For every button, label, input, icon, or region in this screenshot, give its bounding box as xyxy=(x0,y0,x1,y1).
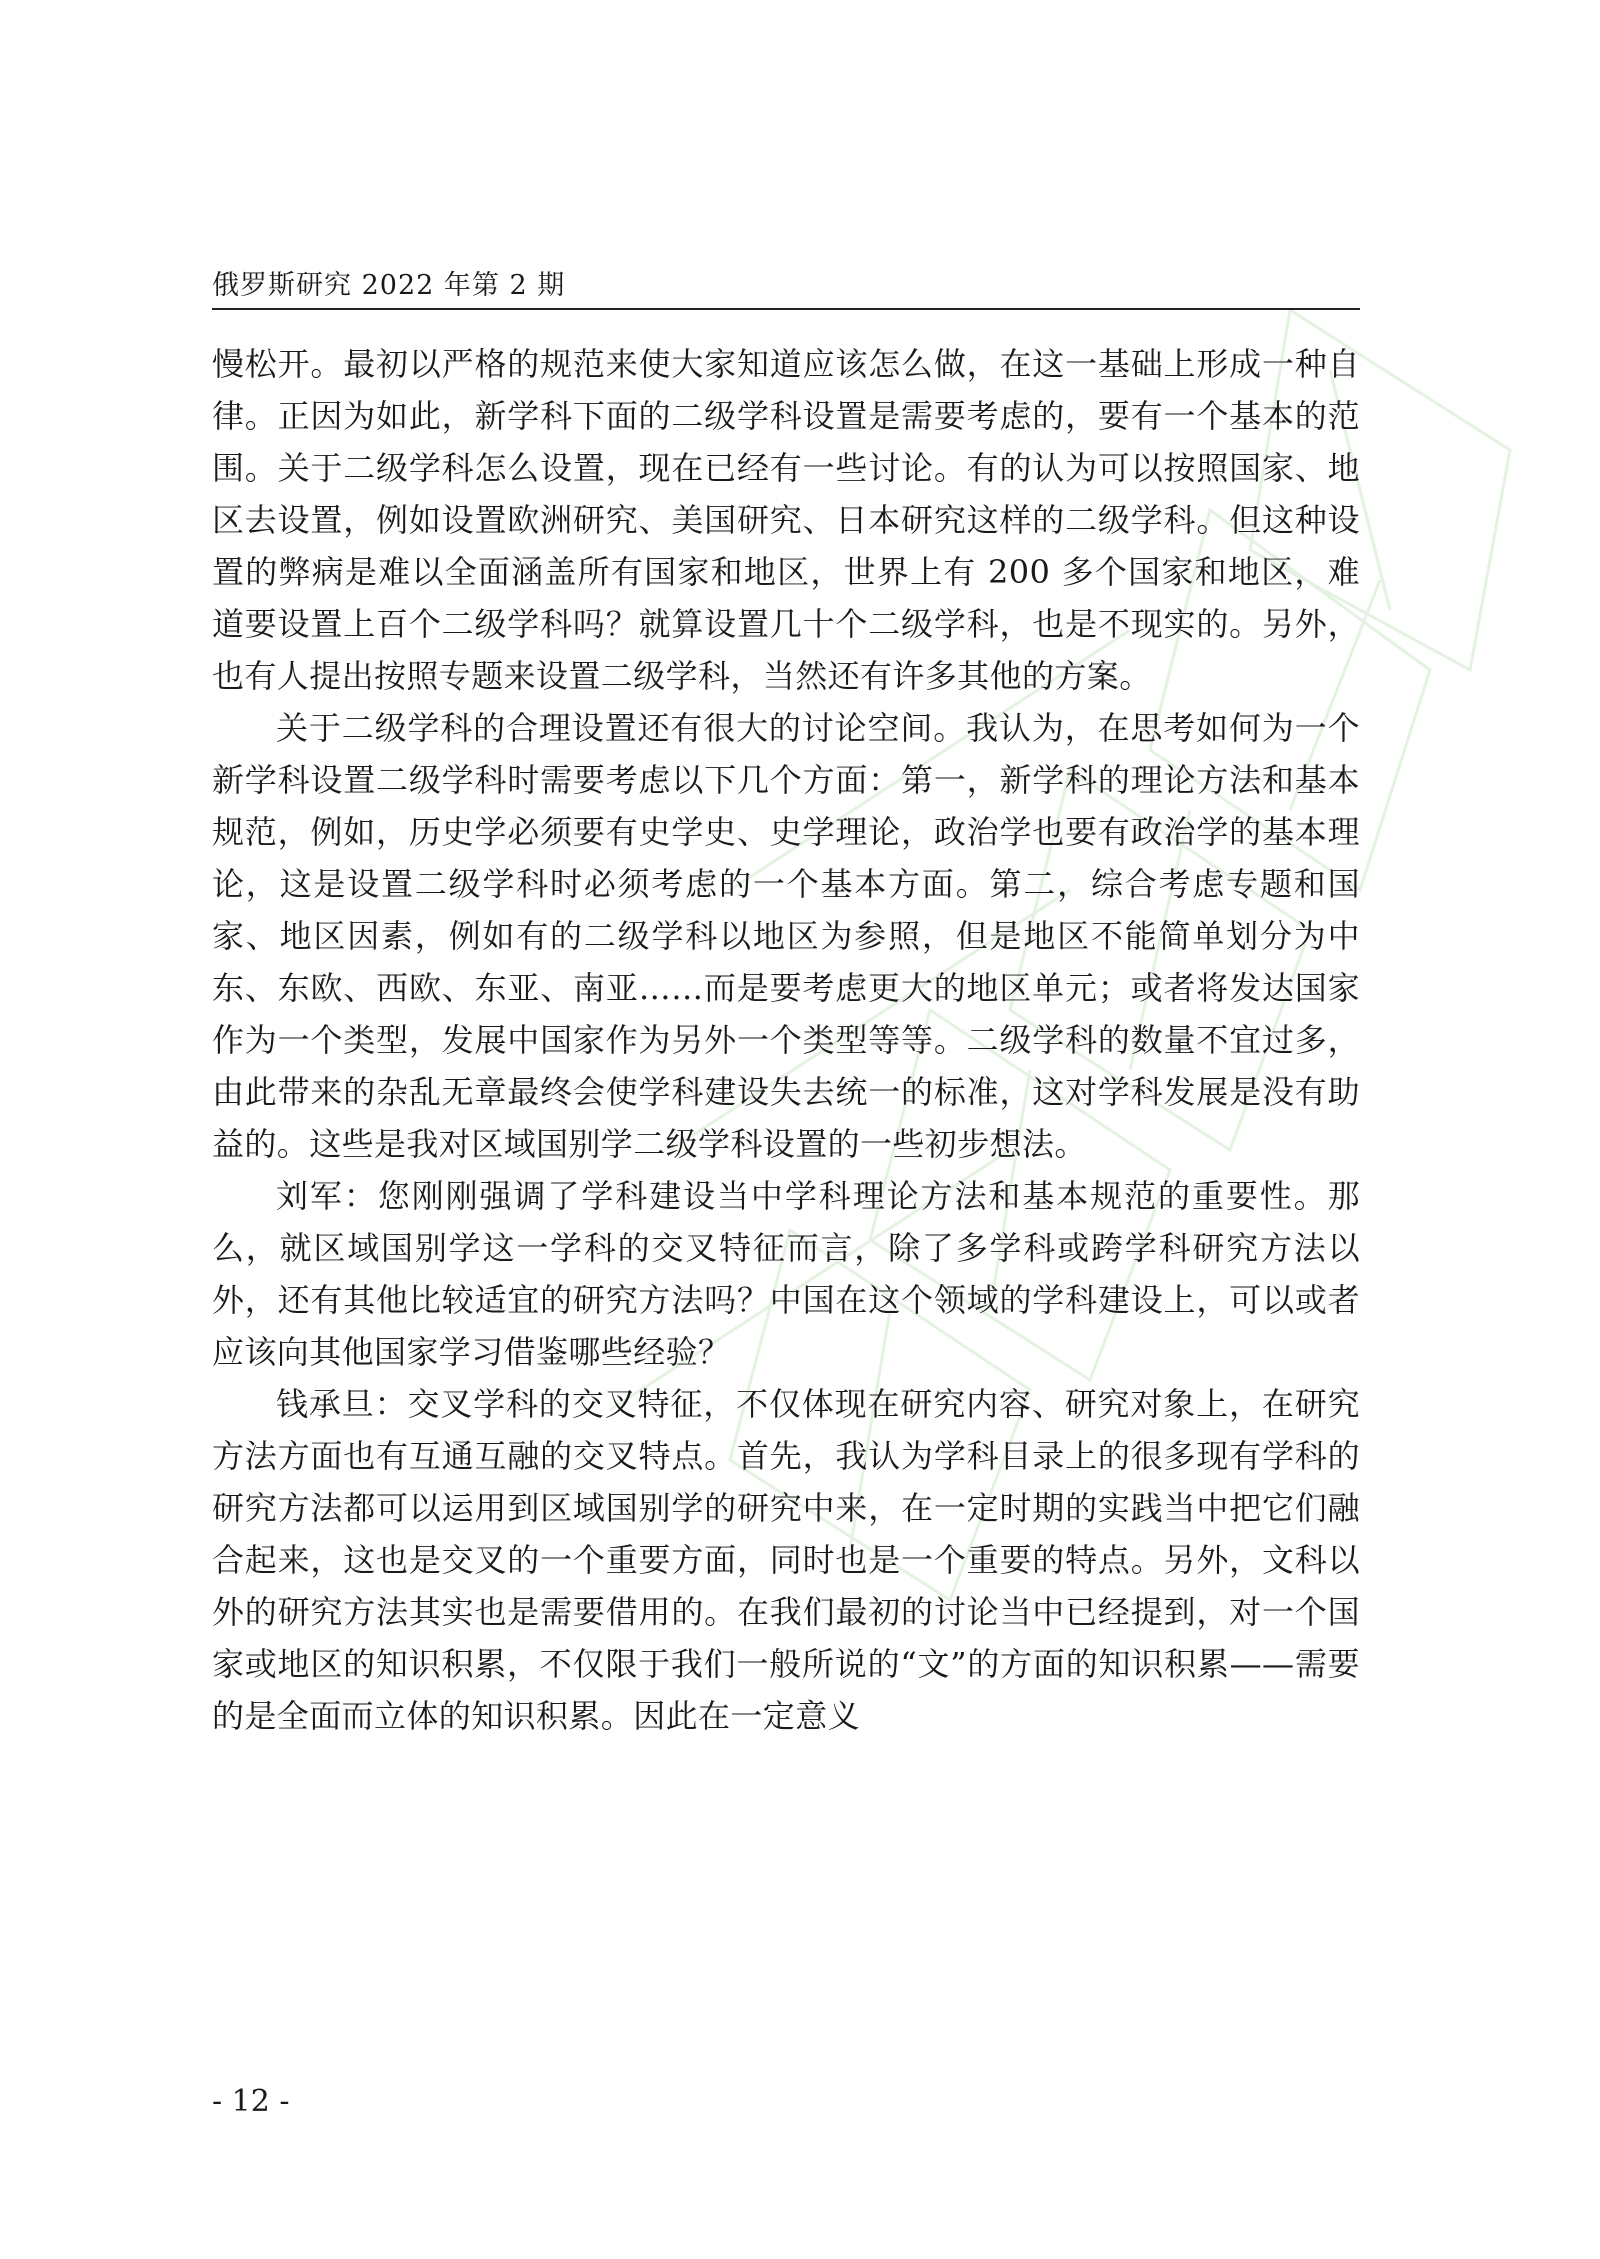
paragraph-text: 您刚刚强调了学科建设当中学科理论方法和基本规范的重要性。那么，就区域国别学这一学科的交叉特征而言，除了多学科或跨学科研究方法以外，还有其他比较适宜的研究方法吗？中国在这个领域的学科建设上，可以或者应该向其他国家学习借鉴哪些经验？ xyxy=(212,1177,1361,1371)
paragraph-text: 交叉学科的交叉特征，不仅体现在研究内容、研究对象上，在研究方法方面也有互通互融的交叉特点。首先，我认为学科目录上的很多现有学科的研究方法都可以运用到区域国别学的研究中来，在一定时期的实践当中把它们融合起来，这也是交叉的一个重要方面，同时也是一个重要的特点。另外，文科以外的研究方法其实也是需要借用的。在我们最初的讨论当中已经提到，对一个国家或地区的知识积累，不仅限于我们一般所说的“文”的方面的知识积累——需要的是全面而立体的知识积累。因此在一定意义 xyxy=(212,1385,1360,1735)
running-header xyxy=(212,268,1360,308)
paragraph-3 xyxy=(212,1170,1360,1378)
paragraph-text: 关于二级学科的合理设置还有很大的讨论空间。我认为，在思考如何为一个新学科设置二级学科时需要考虑以下几个方面：第一，新学科的理论方法和基本规范，例如，历史学必须要有史学史、史学理论，政治学也要有政治学的基本理论，这是设置二级学科时必须考虑的一个基本方面。第二，综合考虑专题和国家、地区因素，例如有的二级学科以地区为参照，但是地区不能简单划分为中东、东欧、西欧、东亚、南亚……而是要考虑更大的地区单元；或者将发达国家作为一个类型，发展中国家作为另外一个类型等等。二级学科的数量不宜过多，由此带来的杂乱无章最终会使学科建设失去统一的标准，这对学科发展是没有助益的。这些是我对区域国别学二级学科设置的一些初步想法。 xyxy=(212,709,1360,1163)
speaker-label: 刘军： xyxy=(276,1177,378,1215)
running-title: 俄罗斯研究 2022 年第 2 期 xyxy=(212,270,566,301)
paragraph-1 xyxy=(212,338,1360,702)
speaker-label: 钱承旦： xyxy=(276,1385,408,1423)
page-number: - 12 - xyxy=(212,2084,290,2119)
paragraph-2 xyxy=(212,702,1360,1170)
header-rule xyxy=(212,308,1360,310)
paragraph-text: 慢松开。最初以严格的规范来使大家知道应该怎么做，在这一基础上形成一种自律。正因为如此，新学科下面的二级学科设置是需要考虑的，要有一个基本的范围。关于二级学科怎么设置，现在已经有一些讨论。有的认为可以按照国家、地区去设置，例如设置欧洲研究、美国研究、日本研究这样的二级学科。但这种设置的弊病是难以全面涵盖所有国家和地区，世界上有 200 多个国家和地区，难道要设置上百个二级学科吗？就算设置几十个二级学科，也是不现实的。另外，也有人提出按照专题来设置二级学科，当然还有许多其他的方案。 xyxy=(212,345,1360,695)
paragraph-4 xyxy=(212,1378,1360,1742)
article-body xyxy=(212,338,1360,1742)
